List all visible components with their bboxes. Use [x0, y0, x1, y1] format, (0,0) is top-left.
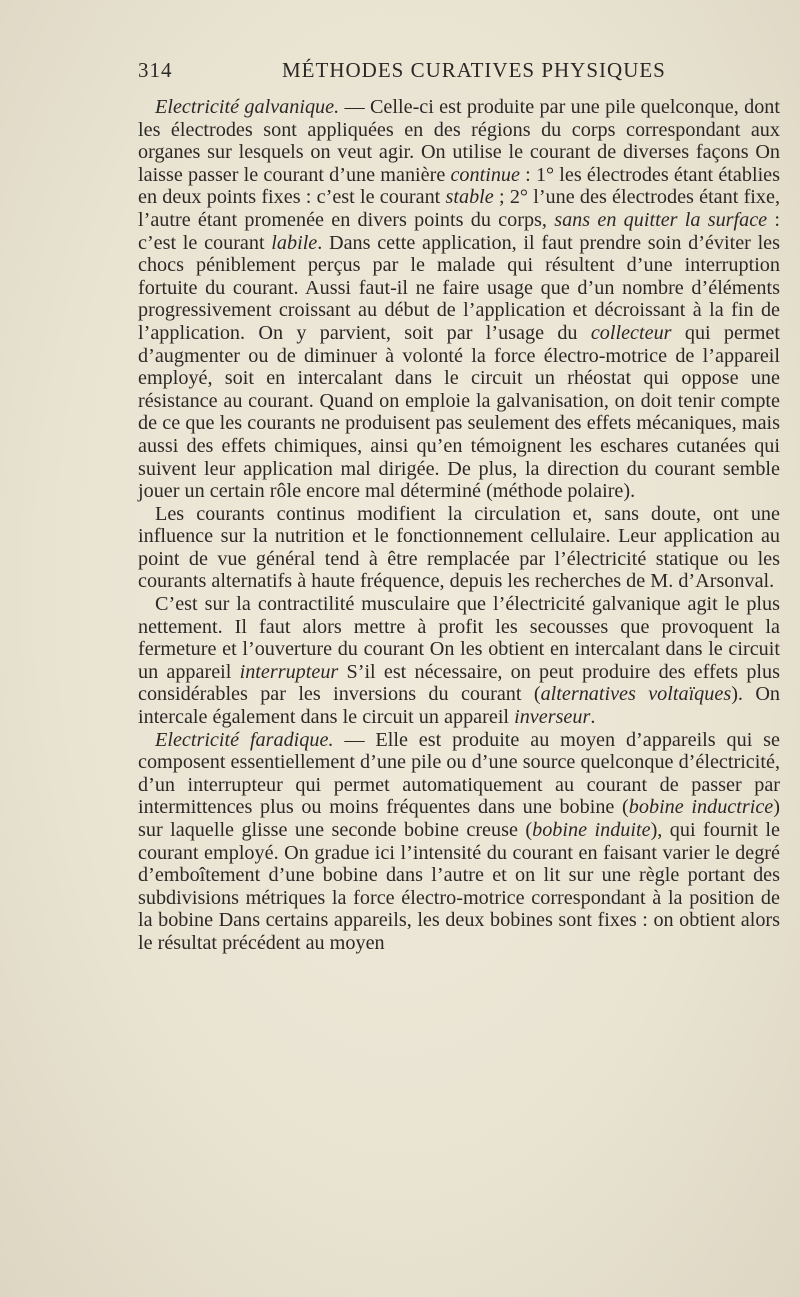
italic-run: collecteur [590, 321, 672, 344]
italic-run: alternatives voltaïques [540, 683, 732, 706]
italic-run: sans en quitter la surface [554, 208, 768, 231]
italic-run: bobine inductrice [628, 796, 774, 819]
text-run: qui permet d’augmenter ou de diminuer à volonté la force électro-motrice de l’appareil employé, soit en intercalant dans le circuit un rhéostat qui oppose une résistance au courant. Quand on emploie la galvanisation, on doit tenir compte de ce que les courants ne produisent pas seulement des effets mécaniques, mais aussi des effets chimiques, ainsi qu’en témoignent les eschares cutanées qui suivent leur application mal dirigée. De plus, la direction du courant semble jouer un certain rôle encore mal déterminé (méthode polaire). [138, 321, 780, 503]
italic-run: interrupteur [239, 660, 339, 683]
italic-run: labile [271, 231, 318, 254]
text-run: S’il est nécessaire, on peut produire des effets plus considérables par les inversions du courant ( [138, 660, 780, 706]
paragraph-contractilite [138, 593, 780, 729]
body-text [138, 96, 780, 955]
text-run: . Dans cette application, il faut prendre soin d’éviter les chocs péniblement perçus par le malade qui résultent d’une interruption fortuite du courant. Aussi faut-il ne faire usage que d’un nombre d’éléments progressivement croissant au début de l’application et décroissant à la fin de l’application. On y parvient, soit par l’usage du [138, 231, 780, 344]
text-run: — Celle-ci est produite par une pile quelconque, dont les électrodes sont appliquées en des régions du corps correspondant aux organes sur lesquels on veut agir. On utilise le courant de diverses façons On laisse passer le courant d’une manière [138, 96, 780, 186]
italic-run: continue [450, 163, 520, 186]
text-run: Les courants continus modifient la circulation et, sans doute, ont une influence sur la nutrition et le fonctionnement cellulaire. Leur application au point de vue général tend à être remplacée par l’électricité statique ou les courants alternatifs à haute fréquence, depuis les recherches de M. d’Arsonval. [138, 502, 780, 593]
paragraph-courants-continus [138, 503, 780, 593]
italic-run: bobine induite [532, 819, 651, 841]
page-number: 314 [138, 58, 173, 82]
text-run: ; 2° l’une des électrodes étant fixe, l’autre étant promenée en divers points du corps, [138, 186, 781, 231]
italic-run: inverseur [514, 706, 591, 729]
italic-run: stable [445, 186, 494, 209]
paragraph-faradique [138, 729, 780, 955]
running-header [138, 58, 778, 86]
text-run: : c’est le courant [138, 208, 781, 254]
section-heading: Electricité faradique. [155, 728, 334, 751]
text-run: ) sur laquelle glisse une seconde bobine creuse ( [138, 796, 780, 841]
text-run: ). On intercale également dans le circuit un appareil [138, 683, 780, 729]
text-run: : 1° les électrodes étant établies en deux points fixes : c’est le courant [138, 163, 780, 209]
paragraph-galvanique [138, 96, 780, 503]
section-heading: Electricité galvanique. [155, 96, 340, 118]
running-title: MÉTHODES CURATIVES PHYSIQUES [282, 58, 666, 82]
text-run: C’est sur la contractilité musculaire que l’électricité galvanique agit le plus nettement. Il faut alors mettre à profit les secousses que provoquent la fermeture et l’ouverture du courant On les obtient en intercalant dans le circuit un appareil [138, 593, 780, 683]
text-run: . [590, 706, 596, 729]
text-run: — Elle est produite au moyen d’appareils qui se composent essentiellement d’une pile ou d’une source quelconque d’électricité, d’un interrupteur qui permet automatiquement au courant de passer par intermittences plus ou moins fréquentes dans une bobine ( [138, 728, 780, 819]
text-run: ), qui fournit le courant employé. On gradue ici l’intensité du courant en faisant varier le degré d’emboîtement d’une bobine dans l’autre et on lit sur une règle portant des subdivisions métriques la force électro-motrice correspondant à la position de la bobine Dans certains appareils, les deux bobines sont fixes : on obtient alors le résultat précédent au moyen [138, 819, 780, 954]
